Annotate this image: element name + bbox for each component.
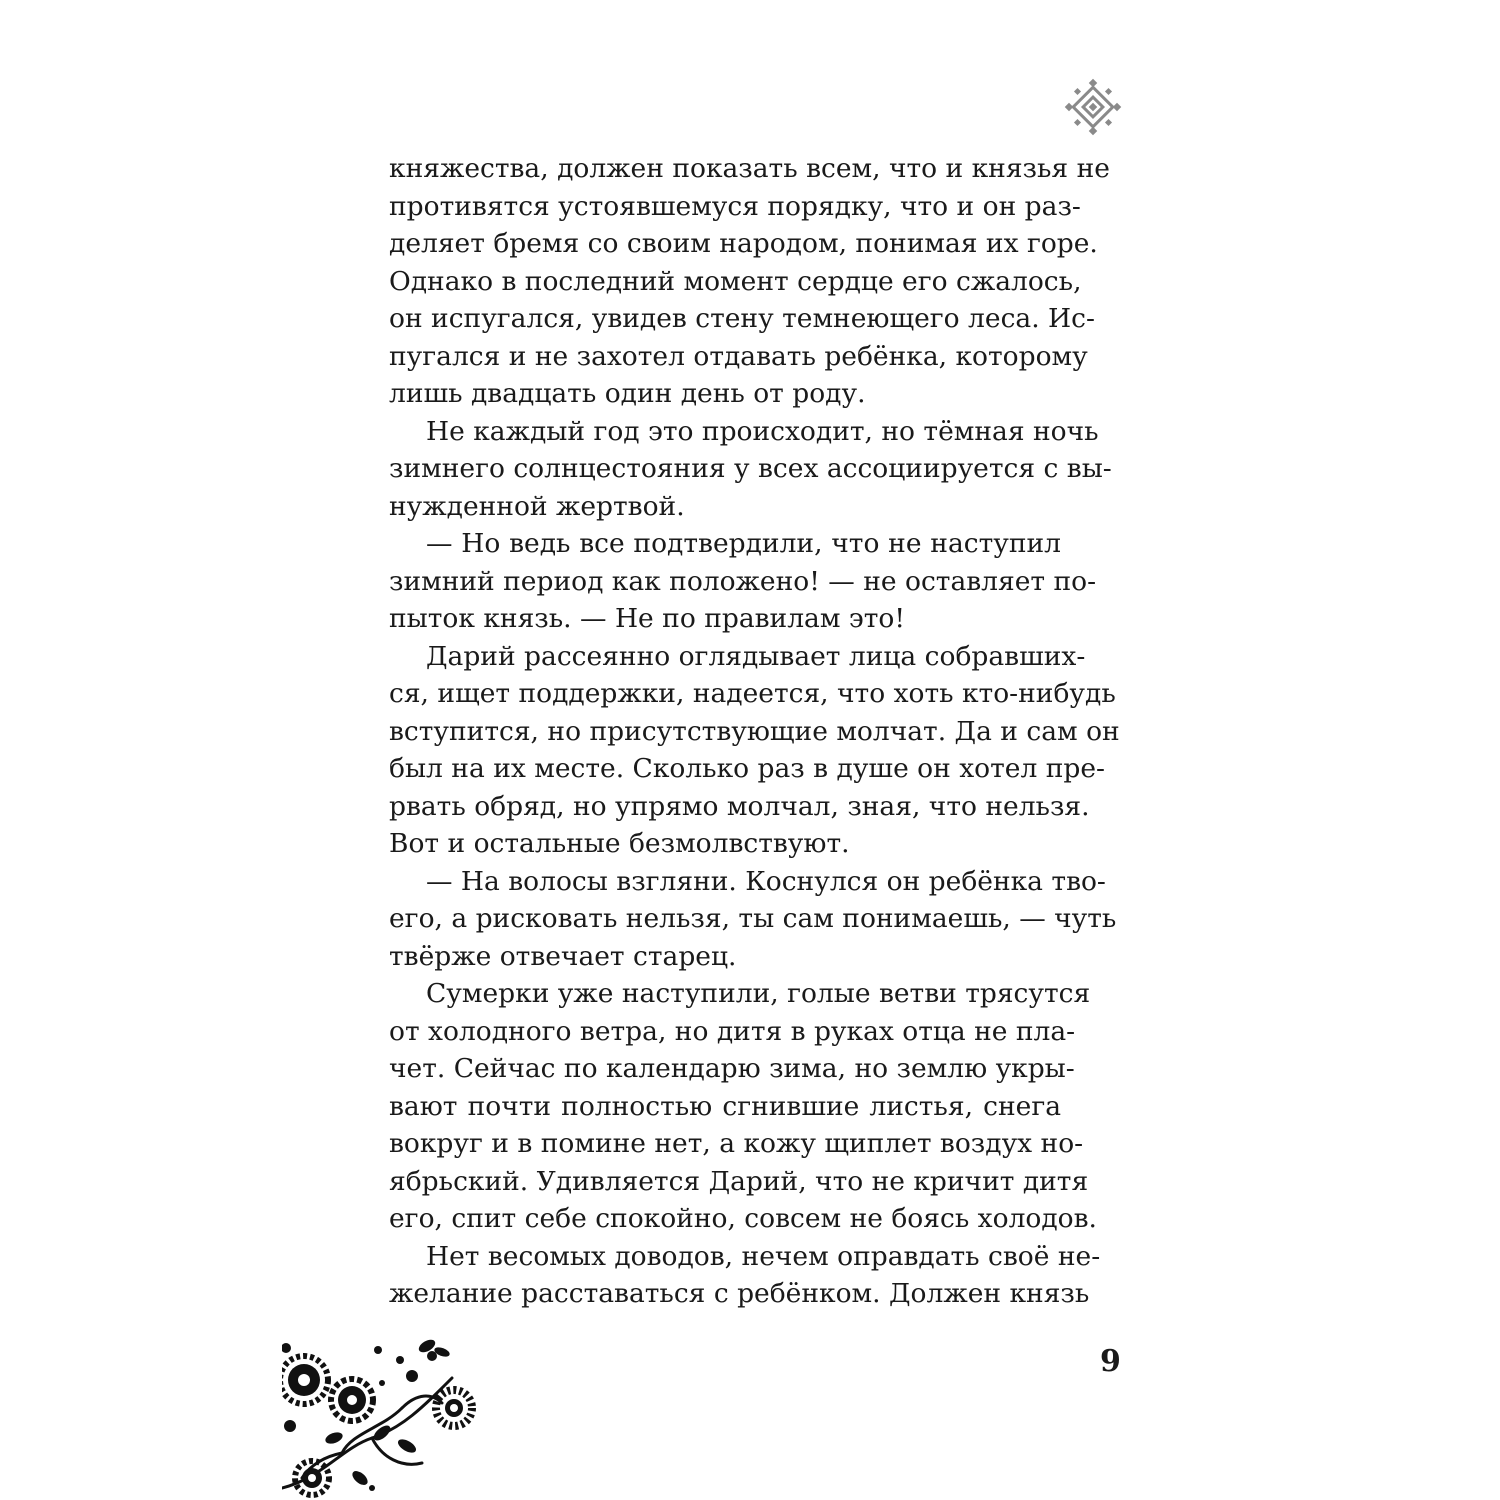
- text-line: княжества, должен показать всем, что и князья не: [389, 153, 1110, 184]
- text-line: противятся устоявшемуся порядку, что и он раз-: [389, 190, 1081, 222]
- text-line: Сумерки уже наступили, голые ветви трясутся: [426, 978, 1091, 1009]
- text-line: вают почти полностью сгнившие листья, снега: [389, 1090, 1061, 1122]
- text-line: нужденной жертвой.: [389, 490, 685, 522]
- text-line: ябрьский. Удивляется Дарий, что не кричит дитя: [389, 1165, 1089, 1197]
- diamond-knot-ornament-icon: [1064, 78, 1122, 136]
- text-line: рвать обряд, но упрямо молчал, зная, что нельзя.: [389, 790, 1090, 822]
- text-line: Однако в последний момент сердце его сжалось,: [389, 265, 1082, 297]
- text-line: вокруг и в помине нет, а кожу щиплет воздух но-: [389, 1128, 1084, 1159]
- text-line: зимнего солнцестояния у всех ассоциируется с вы-: [389, 453, 1112, 484]
- text-line: ся, ищет поддержки, надеется, что хоть кто-нибудь: [389, 678, 1116, 709]
- text-line: зимний период как положено! — не оставляет по-: [389, 565, 1097, 597]
- text-line: вступится, но присутствующие молчат. Да и сам он: [389, 715, 1120, 747]
- text-line: лишь двадцать один день от роду.: [389, 378, 866, 409]
- text-line: от холодного ветра, но дитя в руках отца не пла-: [389, 1015, 1076, 1047]
- text-line: Не каждый год это происходит, но тёмная ночь: [426, 415, 1099, 447]
- text-line: чет. Сейчас по календарю зима, но землю укры-: [389, 1053, 1075, 1084]
- text-line: желание расставаться с ребёнком. Должен князь: [389, 1278, 1090, 1309]
- text-line: Дарий рассеянно оглядывает лица собравших-: [426, 640, 1086, 672]
- text-line: — Но ведь все подтвердили, что не наступил: [426, 528, 1061, 559]
- text-line: был на их месте. Сколько раз в душе он хотел пре-: [389, 753, 1105, 784]
- text-line: его, спит себе спокойно, совсем не боясь холодов.: [389, 1203, 1097, 1234]
- text-line: он испугался, увидев стену темнеющего леса. Ис-: [389, 303, 1095, 334]
- page-number: 9: [1100, 1344, 1121, 1379]
- floral-folk-ornament-icon: [282, 1338, 488, 1500]
- text-line: твёрже отвечает старец.: [389, 940, 737, 972]
- text-line: его, а рисковать нельзя, ты сам понимаешь, — чуть: [389, 903, 1117, 934]
- text-line: пугался и не захотел отдавать ребёнка, которому: [389, 340, 1088, 372]
- text-line: Вот и остальные безмолвствуют.: [389, 828, 850, 859]
- text-line: — На волосы взгляни. Коснулся он ребёнка тво-: [426, 865, 1106, 897]
- text-line: деляет бремя со своим народом, понимая их горе.: [389, 228, 1098, 259]
- body-text: [389, 150, 1120, 1313]
- text-line: Нет весомых доводов, нечем оправдать своё не-: [426, 1240, 1101, 1272]
- text-line: пыток князь. — Не по правилам это!: [389, 603, 905, 634]
